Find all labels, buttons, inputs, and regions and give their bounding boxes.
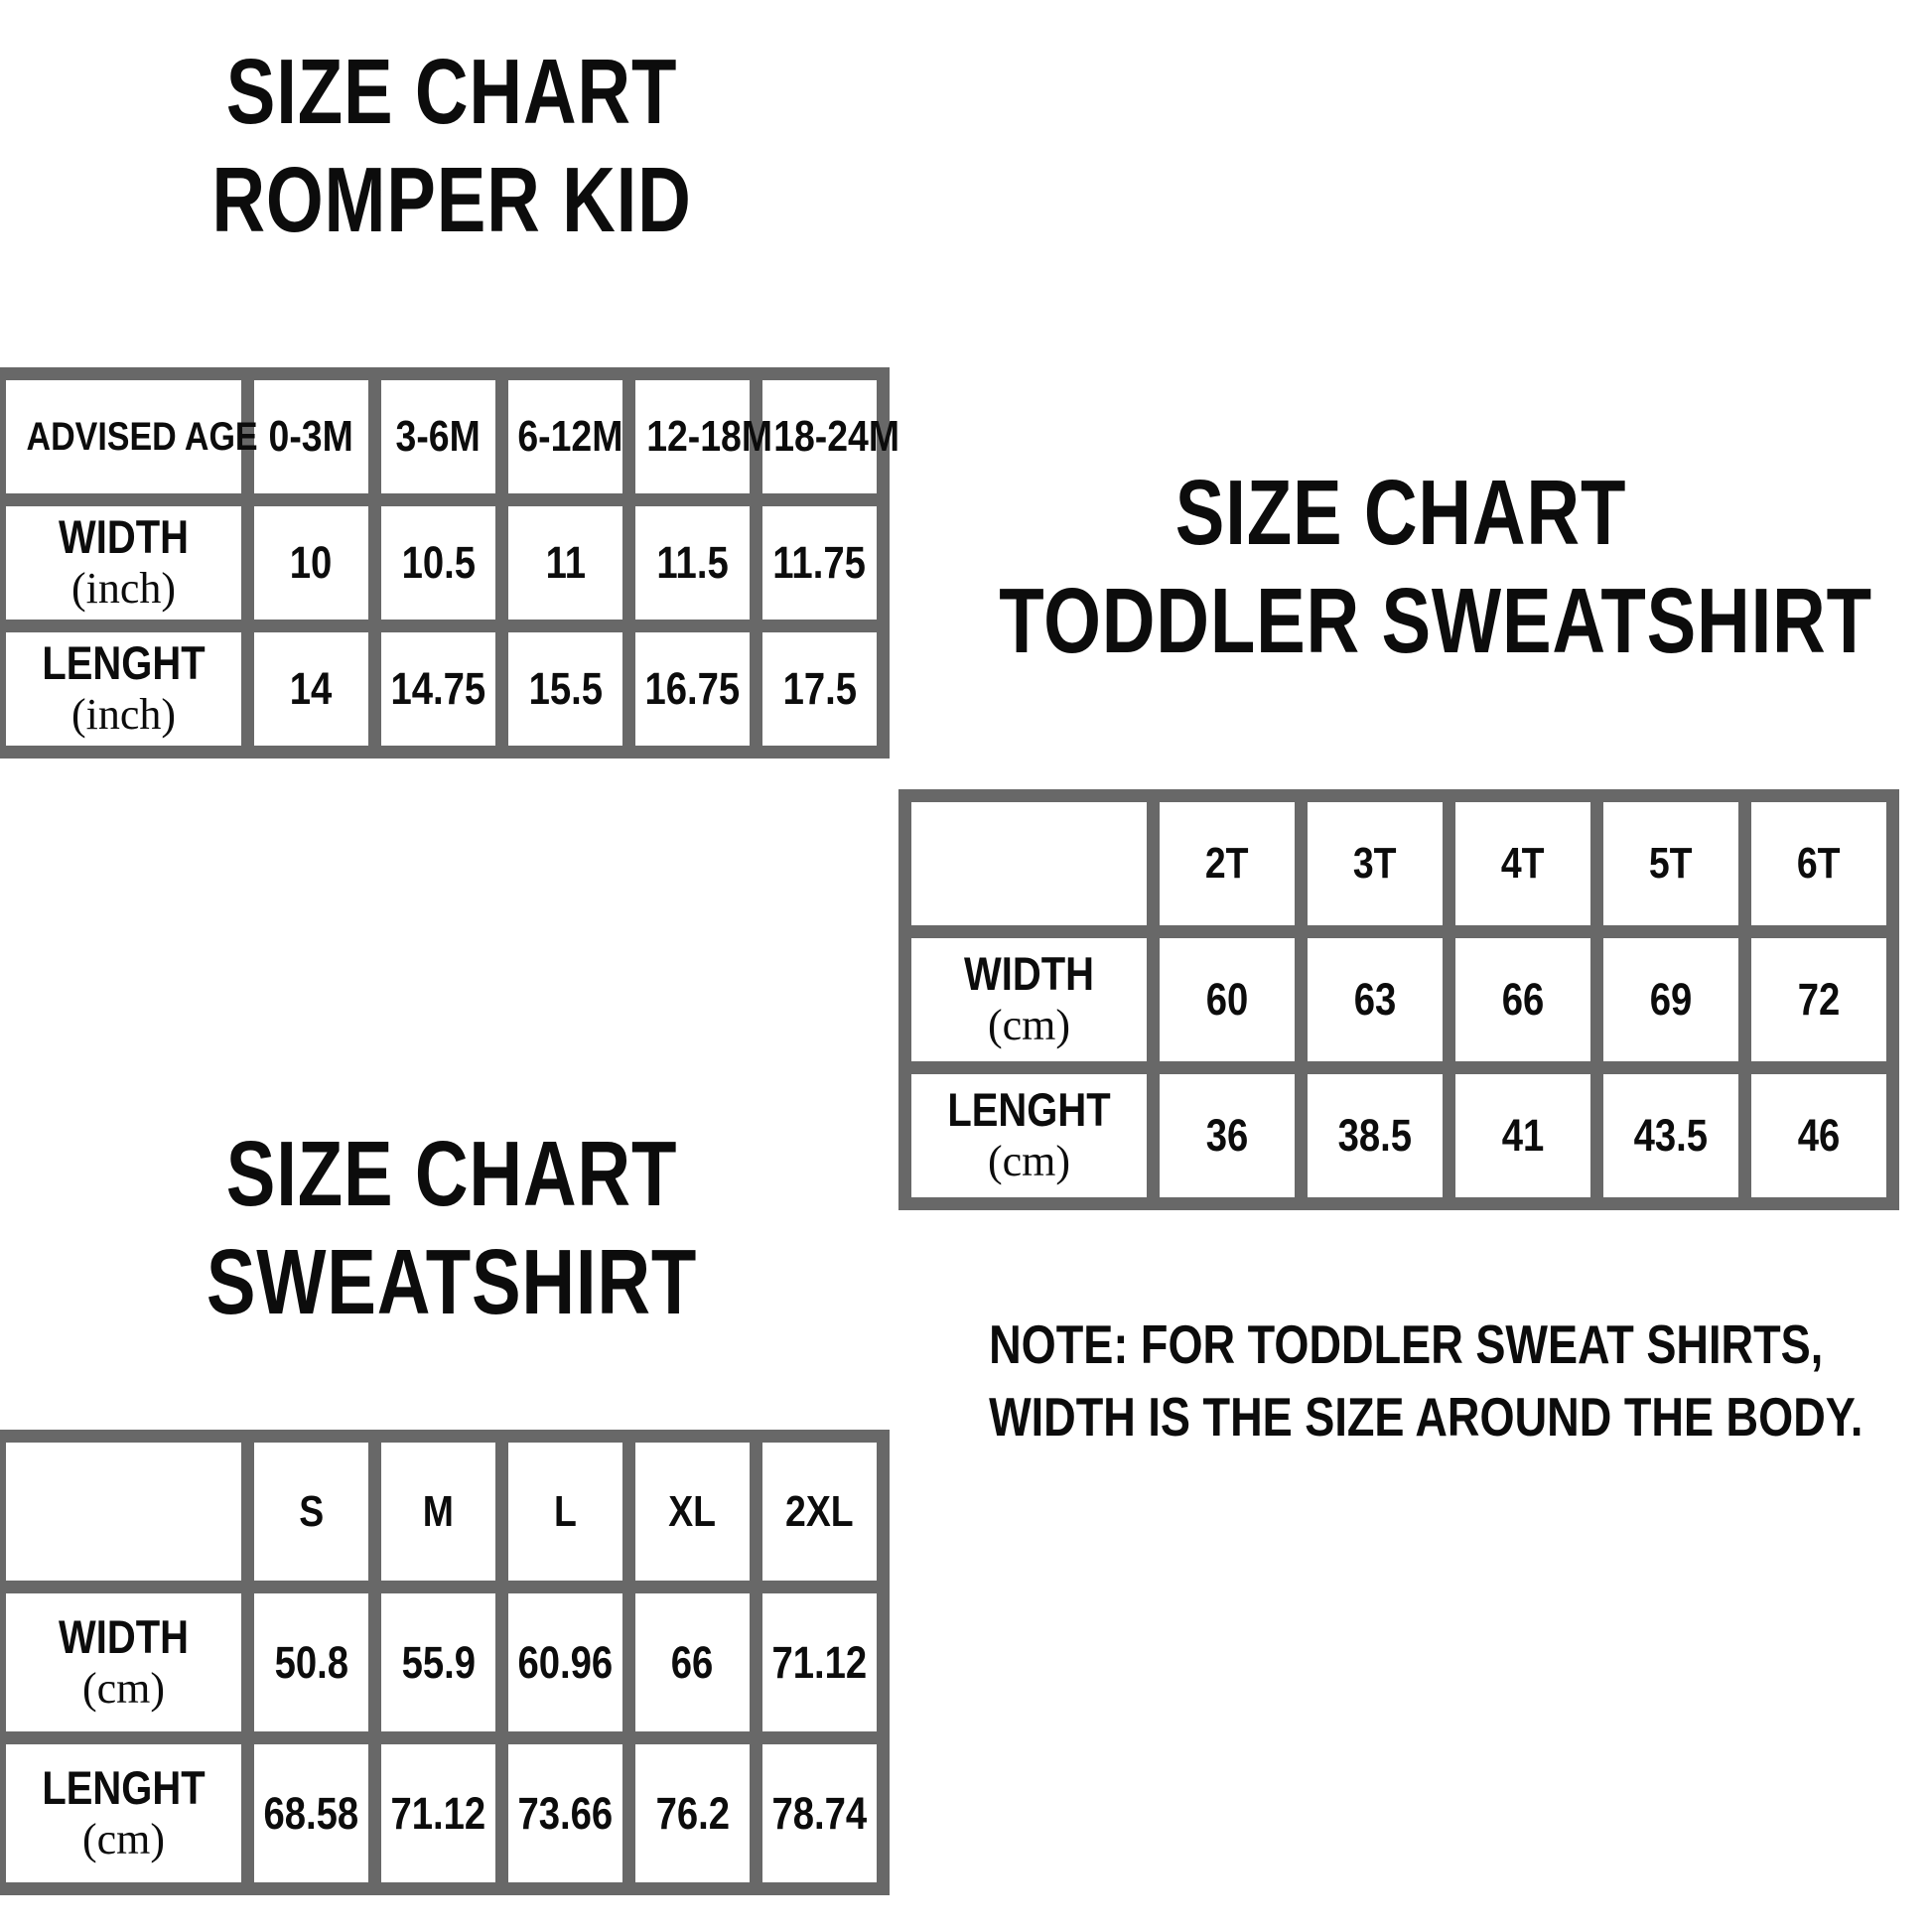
sweatshirt-title-line2: SWEATSHIRT [206,1230,698,1333]
sweatshirt-width-row [0,1587,884,1738]
sweatshirt-width-xl: 66 [629,1587,757,1738]
toddler-title-line2: TODDLER SWEATSHIRT [999,569,1872,672]
sweatshirt-length-m: 71.12 [375,1738,502,1889]
toddler-header-6t: 6T [1745,796,1893,932]
romper-chart-title [30,38,874,254]
romper-header-0-3m: 0-3M [248,374,375,500]
toddler-note-line1: NOTE: FOR TODDLER SWEAT SHIRTS, [989,1313,1824,1375]
toddler-header-2t: 2T [1154,796,1302,932]
toddler-width-2t: 60 [1154,932,1302,1068]
sweatshirt-header-m: M [375,1437,502,1587]
romper-width-unit: (inch) [70,564,177,613]
toddler-length-label-cell: LENGHT (cm) [905,1068,1154,1204]
romper-title-line1: SIZE CHART [225,40,678,143]
romper-width-3-6m: 10.5 [375,500,502,626]
toddler-width-6t: 72 [1745,932,1893,1068]
sweatshirt-width-2xl: 71.12 [757,1587,884,1738]
toddler-length-3t: 38.5 [1302,1068,1449,1204]
sweatshirt-length-s: 68.58 [248,1738,375,1889]
romper-size-table [0,367,899,759]
sweatshirt-header-corner-cell [0,1437,248,1587]
romper-length-12-18m: 16.75 [629,626,757,753]
sweatshirt-length-label-cell: LENGHT (cm) [0,1738,248,1889]
sweatshirt-title-line1: SIZE CHART [225,1122,678,1225]
toddler-note [898,1309,1903,1453]
romper-header-3-6m: 3-6M [375,374,502,500]
romper-width-row [0,500,884,626]
sweatshirt-header-row [0,1437,884,1587]
toddler-header-4t: 4T [1449,796,1597,932]
romper-title-line2: ROMPER KID [211,148,692,251]
toddler-length-row [905,1068,1893,1204]
sweatshirt-chart-title [30,1120,874,1336]
romper-length-18-24m: 17.5 [757,626,884,753]
sweatshirt-header-s: S [248,1437,375,1587]
sweatshirt-length-xl: 76.2 [629,1738,757,1889]
sweatshirt-width-unit: (cm) [81,1663,166,1713]
romper-header-row [0,374,884,500]
toddler-size-table [898,789,1899,1210]
sweatshirt-width-l: 60.96 [502,1587,629,1738]
sweatshirt-width-s: 50.8 [248,1587,375,1738]
toddler-length-6t: 46 [1745,1068,1893,1204]
toddler-header-row [905,796,1893,932]
romper-header-18-24m: 18-24M [757,374,884,500]
sweatshirt-length-l: 73.66 [502,1738,629,1889]
romper-width-label-cell: WIDTH (inch) [0,500,248,626]
romper-length-0-3m: 14 [248,626,375,753]
toddler-note-line2: WIDTH IS THE SIZE AROUND THE BODY. [989,1386,1863,1448]
romper-length-6-12m: 15.5 [502,626,629,753]
toddler-width-3t: 63 [1302,932,1449,1068]
toddler-chart-title [898,459,1903,675]
sweatshirt-length-unit: (cm) [81,1814,166,1863]
sweatshirt-width-label-cell: WIDTH (cm) [0,1587,248,1738]
romper-width-6-12m: 11 [502,500,629,626]
romper-header-6-12m: 6-12M [502,374,629,500]
toddler-length-4t: 41 [1449,1068,1597,1204]
romper-header-12-18m: 12-18M [629,374,757,500]
romper-length-row [0,626,884,753]
toddler-length-unit: (cm) [987,1137,1071,1185]
sweatshirt-header-l: L [502,1437,629,1587]
toddler-length-5t: 43.5 [1597,1068,1745,1204]
romper-length-label-cell: LENGHT (inch) [0,626,248,753]
romper-width-0-3m: 10 [248,500,375,626]
sweatshirt-size-table [0,1430,890,1895]
romper-width-12-18m: 11.5 [629,500,757,626]
sweatshirt-length-2xl: 78.74 [757,1738,884,1889]
toddler-length-2t: 36 [1154,1068,1302,1204]
toddler-header-corner-cell [905,796,1154,932]
toddler-width-5t: 69 [1597,932,1745,1068]
sweatshirt-header-2xl: 2XL [757,1437,884,1587]
toddler-width-4t: 66 [1449,932,1597,1068]
toddler-header-5t: 5T [1597,796,1745,932]
romper-width-18-24m: 11.75 [757,500,884,626]
sweatshirt-header-xl: XL [629,1437,757,1587]
toddler-title-line1: SIZE CHART [1174,461,1627,564]
sweatshirt-length-row [0,1738,884,1889]
toddler-header-3t: 3T [1302,796,1449,932]
romper-length-unit: (inch) [70,690,177,739]
toddler-width-label-cell: WIDTH (cm) [905,932,1154,1068]
toddler-width-unit: (cm) [987,1001,1071,1049]
toddler-width-row [905,932,1893,1068]
romper-header-advised-age: ADVISED AGE [0,374,248,500]
sweatshirt-width-m: 55.9 [375,1587,502,1738]
romper-length-3-6m: 14.75 [375,626,502,753]
